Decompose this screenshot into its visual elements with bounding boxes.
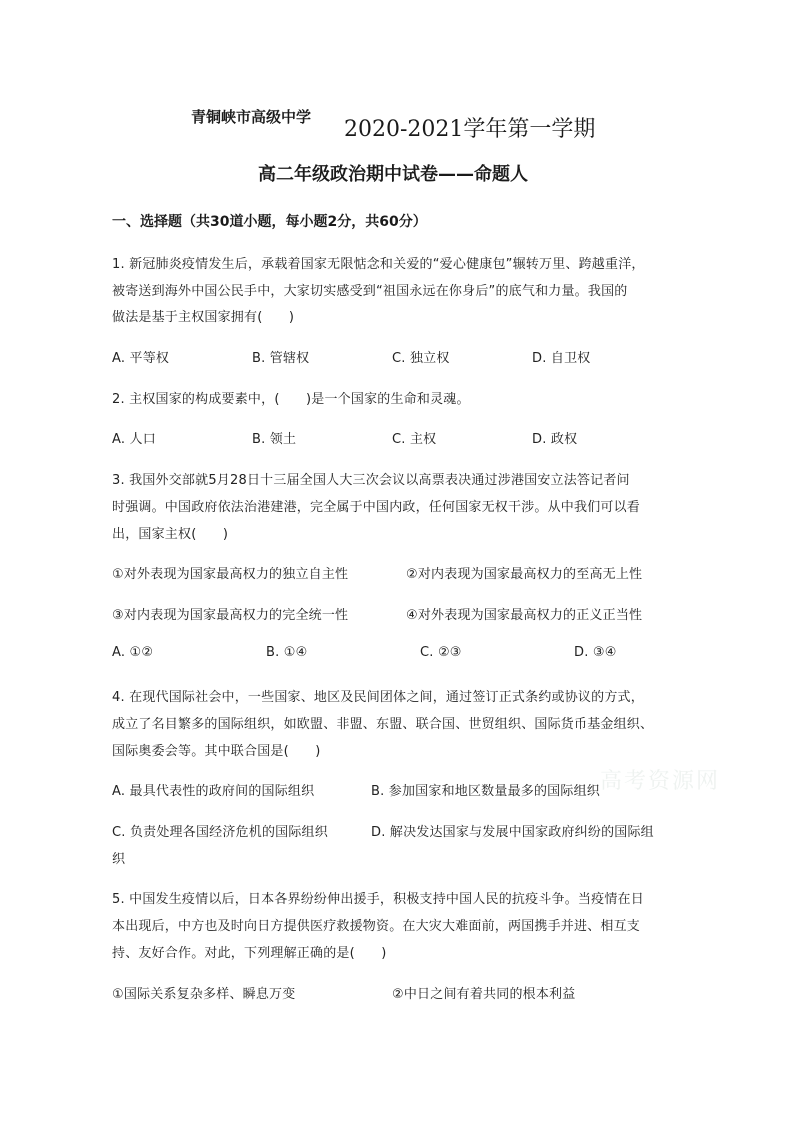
q4-option-a: A. 最具代表性的政府间的国际组织	[112, 784, 315, 799]
q4-option-d-wrap: 织	[112, 852, 126, 867]
school-name: 青铜峡市高级中学	[191, 108, 312, 126]
q3-option-c: C. ②③	[420, 645, 462, 660]
q3-statement-2: ②对内表现为国家最高权力的至高无上性	[406, 567, 643, 582]
q2-line-1: 2. 主权国家的构成要素中，( )是一个国家的生命和灵魂。	[112, 392, 470, 407]
q3-option-d: D. ③④	[574, 645, 617, 660]
q1-line-2: 被寄送到海外中国公民手中，大家切实感受到“祖国永远在你身后”的底气和力量。我国的	[112, 284, 628, 299]
q5-statement-1: ①国际关系复杂多样、瞬息万变	[112, 987, 296, 1002]
q2-option-b: B. 领土	[252, 432, 297, 447]
exam-subtitle: 高二年级政治期中试卷——命题人	[258, 164, 528, 185]
q3-statement-4: ④对外表现为国家最高权力的正义正当性	[406, 608, 643, 623]
q4-line-2: 成立了名目繁多的国际组织，如欧盟、非盟、东盟、联合国、世贸组织、国际货币基金组织、	[112, 717, 654, 732]
q3-statement-3: ③对内表现为国家最高权力的完全统一性	[112, 608, 349, 623]
q2-option-d: D. 政权	[532, 432, 578, 447]
q2-option-c: C. 主权	[392, 432, 437, 447]
q5-statement-2: ②中日之间有着共同的根本利益	[392, 987, 576, 1002]
q5-line-3: 持、友好合作。对此，下列理解正确的是( )	[112, 946, 387, 961]
q3-statement-1: ①对外表现为国家最高权力的独立自主性	[112, 567, 349, 582]
q3-line-3: 出，国家主权( )	[112, 527, 229, 542]
q1-option-b: B. 管辖权	[252, 351, 310, 366]
q3-option-a: A. ①②	[112, 645, 154, 660]
watermark: 高考资源网	[600, 769, 721, 794]
q1-option-a: A. 平等权	[112, 351, 170, 366]
q4-option-b: B. 参加国家和地区数量最多的国际组织	[371, 784, 600, 799]
q4-option-d: D. 解决发达国家与发展中国家政府纠纷的国际组	[371, 825, 654, 840]
section-title: 一、选择题（共30道小题，每小题2分，共60分）	[112, 214, 427, 230]
q4-line-1: 4. 在现代国际社会中，一些国家、地区及民间团体之间，通过签订正式条约或协议的方式，	[112, 690, 644, 705]
q3-line-2: 时强调。中国政府依法治港建港，完全属于中国内政，任何国家无权干涉。从中我们可以看	[112, 500, 641, 515]
q5-line-2: 本出现后，中方也及时向日方提供医疗救援物资。在大灾大难面前，两国携手并进、相互支	[112, 919, 641, 934]
term-title: 2020-2021学年第一学期	[344, 117, 596, 142]
q3-line-1: 3. 我国外交部就5月28日十三届全国人大三次会议以高票表决通过涉港国安立法答记者问	[112, 473, 630, 488]
q2-option-a: A. 人口	[112, 432, 156, 447]
q4-line-3: 国际奥委会等。其中联合国是( )	[112, 744, 321, 759]
q1-line-3: 做法是基于主权国家拥有( )	[112, 310, 295, 325]
q1-option-d: D. 自卫权	[532, 351, 591, 366]
q1-option-c: C. 独立权	[392, 351, 450, 366]
q4-option-c: C. 负责处理各国经济危机的国际组织	[112, 825, 328, 840]
q1-line-1: 1. 新冠肺炎疫情发生后，承载着国家无限惦念和关爱的“爱心健康包”辗转万里、跨越重洋，	[112, 257, 645, 272]
exam-subtitle-clip	[240, 160, 580, 185]
q5-line-1: 5. 中国发生疫情以后，日本各界纷纷伸出援手，积极支持中国人民的抗疫斗争。当疫情在日	[112, 892, 644, 907]
q3-option-b: B. ①④	[266, 645, 308, 660]
